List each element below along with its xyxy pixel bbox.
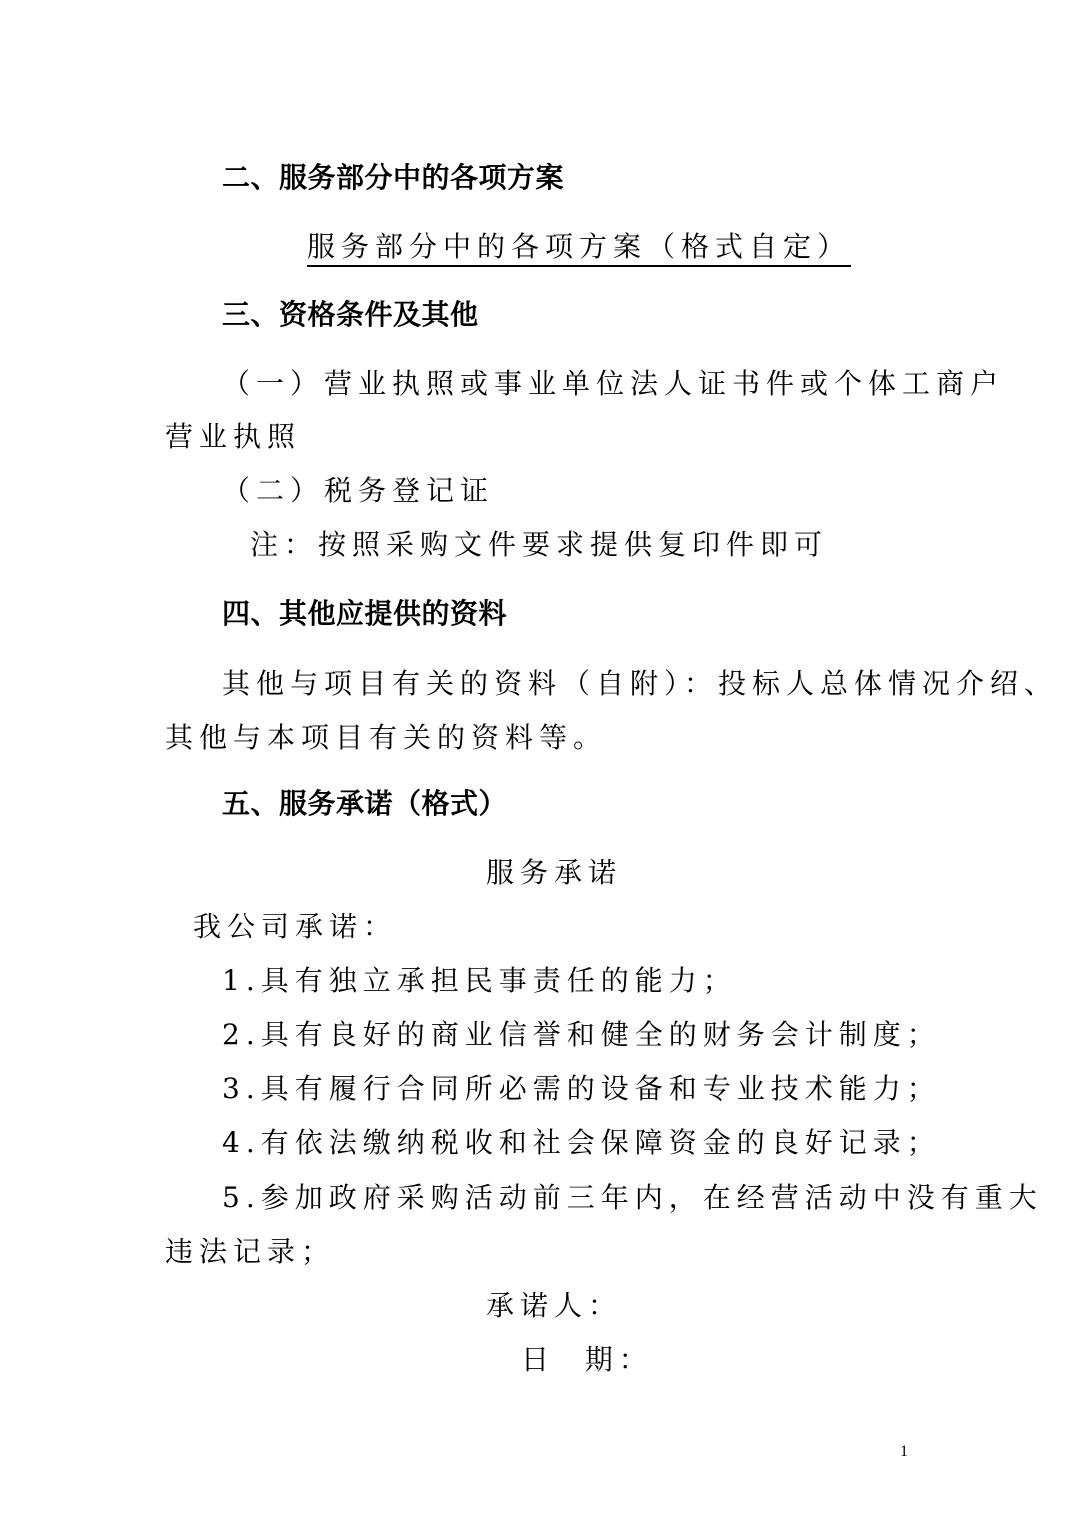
other-materials-para-line-1: 其他与项目有关的资料（自附）：投标人总体情况介绍、: [222, 667, 1059, 700]
qualification-item-2: （二）税务登记证: [222, 474, 495, 507]
qualification-item-1-line-2: 营业执照: [165, 420, 302, 453]
commitment-item: 5.参加政府采购活动前三年内，在经营活动中没有重大: [222, 1181, 1043, 1214]
service-plans-subtitle-wrapper: [307, 229, 851, 265]
other-materials-para-line-2: 其他与本项目有关的资料等。: [165, 721, 608, 754]
section-heading-service-plans: 二、服务部分中的各项方案: [222, 161, 565, 194]
commitment-item: 4.有依法缴纳税收和社会保障资金的良好记录；: [222, 1126, 941, 1159]
date-label: 日 期：: [521, 1343, 653, 1376]
commitment-title: 服务承诺: [486, 856, 623, 889]
section-heading-service-commitment: 五、服务承诺（格式）: [222, 787, 508, 820]
commitment-item-5-line-2: 违法记录；: [165, 1235, 336, 1268]
commitment-item: 2.具有良好的商业信誉和健全的财务会计制度；: [222, 1018, 941, 1051]
commitment-item: 1.具有独立承担民事责任的能力；: [222, 964, 737, 997]
service-plans-subtitle: 服务部分中的各项方案（格式自定）: [307, 230, 851, 267]
commitment-intro: 我公司承诺：: [193, 910, 398, 943]
qualification-note: 注：按照采购文件要求提供复印件即可: [250, 528, 829, 561]
commitment-item: 3.具有履行合同所必需的设备和专业技术能力；: [222, 1072, 941, 1105]
page-number: 1: [900, 1443, 908, 1460]
section-heading-other-materials: 四、其他应提供的资料: [222, 597, 508, 630]
section-heading-qualifications: 三、资格条件及其他: [222, 298, 479, 331]
qualification-item-1-line-1: （一）营业执照或事业单位法人证书件或个体工商户: [222, 367, 1005, 400]
signatory-label: 承诺人：: [486, 1289, 623, 1322]
